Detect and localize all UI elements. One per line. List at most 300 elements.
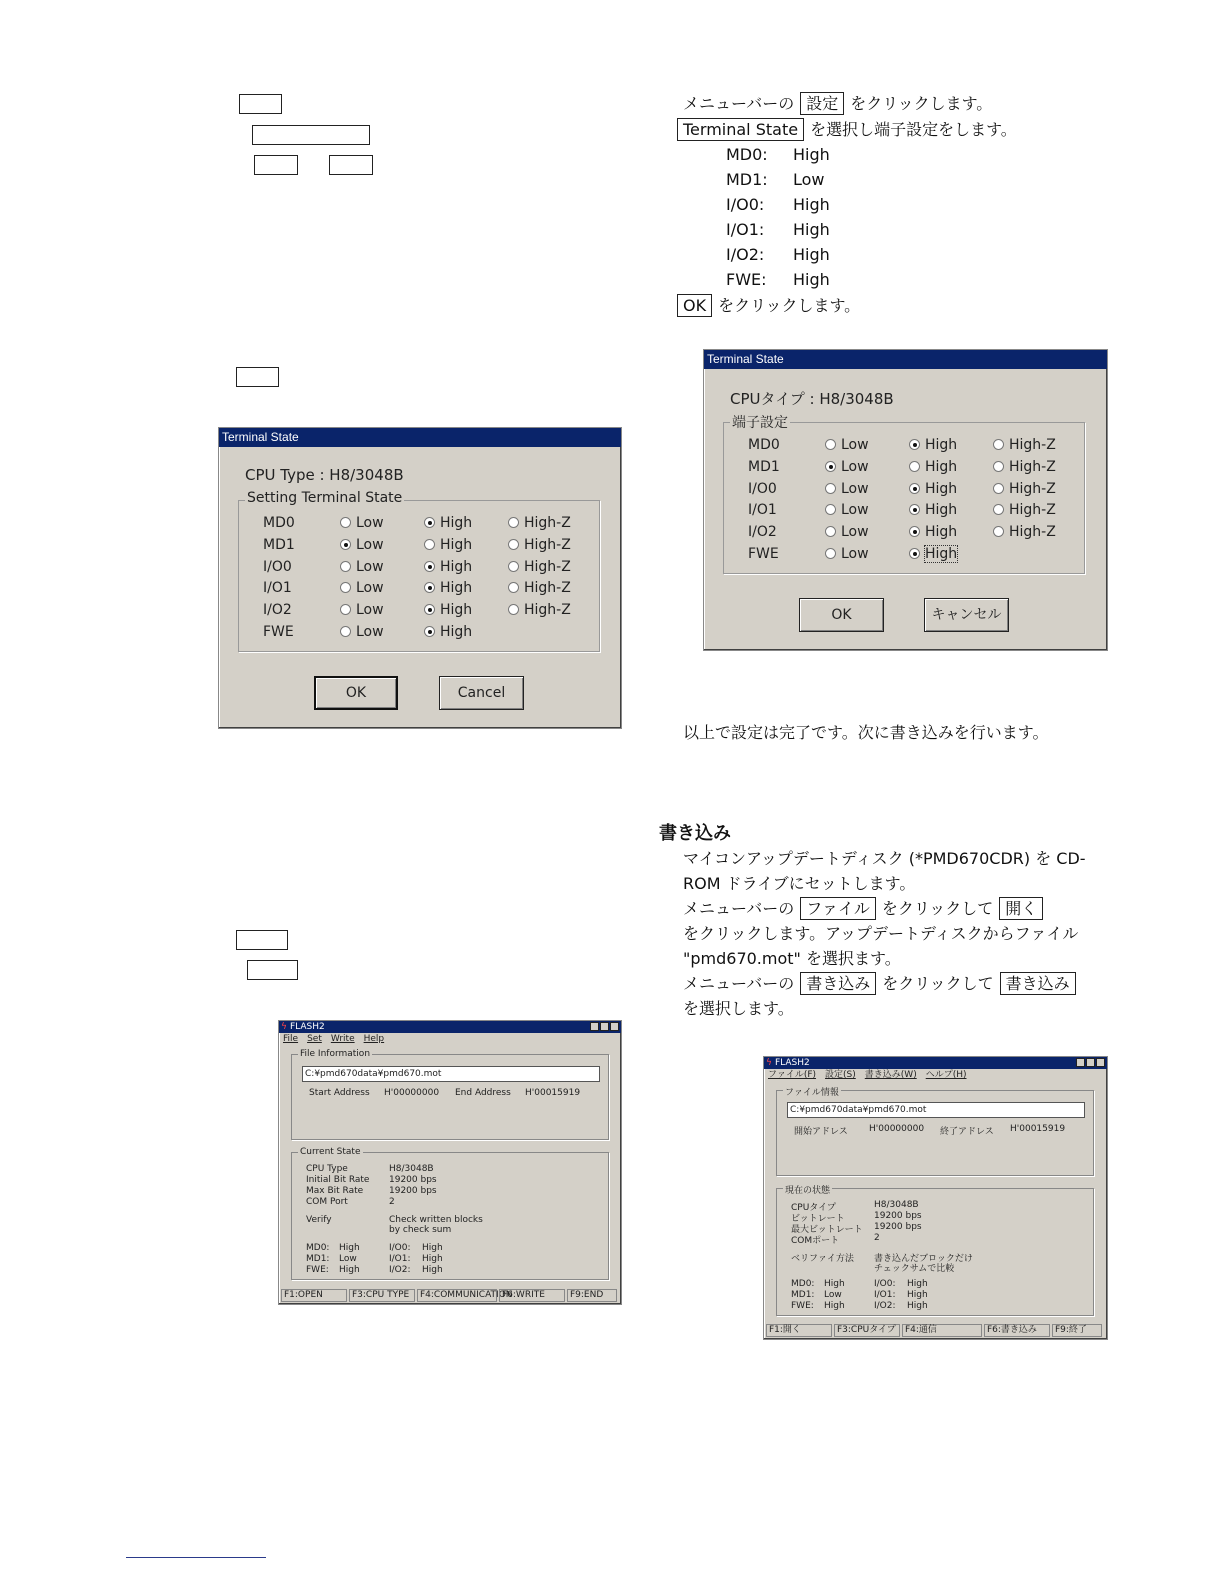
current-state-group [291,1147,609,1280]
option-label: High-Z [1009,437,1056,453]
pin-name: FWE [263,624,294,640]
group-label: 現在の状態 [783,1183,832,1196]
radio-highz[interactable] [508,580,571,596]
menu-bar [764,1069,1107,1081]
dialog-title: Terminal State [219,428,621,447]
radio-icon [909,504,920,515]
radio-low[interactable] [825,524,869,540]
pin-label: MD1: [306,1254,330,1264]
radio-high[interactable] [909,524,957,540]
radio-icon [340,604,351,615]
terminal-row [724,524,1084,545]
start-label: Start Address [309,1088,370,1098]
state-label: Max Bit Rate [306,1186,364,1196]
radio-highz[interactable] [993,437,1056,453]
pin-label: FWE: [306,1265,329,1275]
function-key[interactable]: F4:COMMUNICATION [417,1289,497,1302]
text: をクリックします。 [718,296,861,315]
radio-high[interactable] [424,515,472,531]
blank-label-box [254,155,298,175]
setting-row [726,167,830,192]
instruction-line [677,117,1017,142]
pin-name: MD1 [263,536,295,553]
option-label: High-Z [524,558,571,575]
radio-low[interactable] [340,580,384,596]
option-label: High [440,624,473,640]
pin-name: I/O1 [263,580,292,597]
window-controls [589,1022,619,1035]
verify-value: by check sum [389,1225,452,1235]
pin-value: High [824,1279,845,1289]
radio-icon [508,539,519,550]
radio-high[interactable] [909,481,957,497]
option-label: High [925,502,958,519]
pin-label: I/O0: [726,195,765,214]
cpu-type-label: CPU Type : H8/3048B [245,466,404,484]
function-key[interactable]: F1:OPEN [281,1289,347,1302]
verify-value: チェックサムで比較 [874,1264,955,1274]
radio-icon [340,539,351,550]
terminal-row [724,437,1084,458]
minimize-icon[interactable] [590,1022,599,1031]
ok-button[interactable] [799,598,884,632]
state-label: 最大ビットレート [791,1225,863,1235]
start-value: H'00000000 [384,1088,440,1098]
radio-low[interactable] [340,624,384,640]
menu-item[interactable]: 設定(S) [825,1070,856,1080]
option-label: Low [841,480,869,497]
option-label: Low [356,580,384,597]
pin-value: Low [793,170,825,189]
radio-low[interactable] [340,515,384,531]
write-step: "pmd670.mot" を選択ます。 [683,949,901,968]
pin-label: I/O2: [389,1265,411,1275]
radio-low[interactable] [825,459,869,475]
menu-label-box: Terminal State [677,118,804,141]
radio-high[interactable] [424,580,472,596]
window-controls [1075,1058,1105,1071]
radio-highz[interactable] [508,559,571,575]
cancel-button[interactable] [439,676,524,710]
menu-label-box: ファイル [800,897,876,920]
menu-item[interactable]: ファイル(F) [768,1070,817,1080]
radio-highz[interactable] [993,481,1056,497]
pin-name: FWE [748,546,779,562]
state-value: H8/3048B [389,1164,434,1174]
option-label: High-Z [524,515,571,531]
pin-value: Low [824,1290,842,1300]
write-step [683,971,1082,996]
radio-icon [993,526,1004,537]
setting-row [726,267,830,292]
terminal-row [239,580,599,601]
menu-item[interactable]: ヘルプ(H) [925,1070,967,1080]
cancel-label: キャンセル [931,607,1002,623]
option-label: High [925,480,958,497]
verify-value: Check written blocks [389,1215,483,1225]
pin-label: FWE: [726,270,767,289]
close-icon[interactable] [1096,1058,1105,1067]
title-bar [764,1057,1107,1069]
option-label: High [440,515,473,531]
pin-label: I/O1: [874,1290,896,1300]
write-step: を選択します。 [683,999,794,1018]
pin-value: Low [339,1254,357,1264]
option-label: Low [841,546,869,562]
window-title: FLASH2 [774,1058,810,1068]
radio-icon [825,548,836,559]
pin-label: I/O1: [726,220,765,239]
menu-label-box: 書き込み [1000,972,1076,995]
ok-button[interactable] [314,676,398,710]
menu-item[interactable]: Write [330,1034,355,1044]
radio-icon [424,561,435,572]
option-label: High [440,602,473,619]
function-key[interactable]: F6:WRITE [499,1289,565,1302]
radio-high[interactable] [909,437,957,453]
state-label: COMポート [791,1236,840,1246]
pin-name: MD0 [263,515,295,531]
pin-value: High [422,1243,443,1253]
text: メニューバーの [683,899,795,918]
radio-highz[interactable] [508,515,571,531]
instruction-line [677,293,860,318]
state-value: 19200 bps [389,1186,437,1196]
pin-label: MD0: [791,1279,815,1289]
radio-icon [424,582,435,593]
group-label: ファイル情報 [783,1085,841,1098]
setting-row [726,242,830,267]
end-value: H'00015919 [1010,1124,1066,1134]
file-info-group [291,1049,609,1140]
pin-value: High [907,1290,928,1300]
flash2-window-jp [763,1056,1108,1340]
radio-icon [825,461,836,472]
radio-icon [825,504,836,515]
radio-low[interactable] [825,502,869,518]
cancel-label: Cancel [457,685,506,701]
state-label: CPUタイプ [791,1203,836,1213]
radio-high[interactable] [909,459,957,475]
radio-high[interactable] [424,537,472,553]
terminal-row [239,602,599,623]
option-label: High [440,536,473,553]
state-value: H8/3048B [874,1200,919,1210]
option-label: High [440,558,473,575]
option-label: High-Z [524,536,571,553]
start-label: 開始アドレス [794,1127,848,1137]
group-label: Setting Terminal State [247,490,403,506]
radio-icon [993,483,1004,494]
state-value: 2 [389,1197,395,1207]
state-value: 19200 bps [389,1175,437,1185]
option-label: High-Z [1009,502,1056,519]
setting-row [726,142,830,167]
ok-label: OK [345,685,367,701]
radio-icon [825,483,836,494]
title-bar [279,1021,621,1033]
state-label: CPU Type [306,1164,348,1174]
text: をクリックして [881,899,994,918]
menu-item[interactable]: 書き込み(W) [864,1070,917,1080]
option-label: Low [356,515,384,531]
option-label: High [925,458,958,475]
option-label: Low [356,558,384,575]
option-label: High-Z [524,580,571,597]
function-key[interactable]: F1:開く [766,1324,832,1337]
radio-icon [993,504,1004,515]
settings-list [726,142,830,292]
option-label: High-Z [1009,458,1056,475]
text: をクリックします。 [850,94,993,113]
menu-label-box: 設定 [800,92,844,115]
option-label: High [925,437,958,453]
function-key[interactable]: F9:END [567,1289,617,1302]
radio-icon [424,604,435,615]
pin-label: I/O2: [726,245,765,264]
write-step: マイコンアップデートディスク (*PMD670CDR) を CD- [683,849,1086,868]
ok-label-box: OK [677,294,712,317]
pin-label: MD1: [726,170,768,189]
radio-icon [825,439,836,450]
option-label: Low [841,458,869,475]
end-label: 終了アドレス [940,1127,994,1137]
menu-label-box: 開く [999,897,1043,920]
menu-bar [279,1033,621,1045]
pin-name: I/O0 [748,480,777,497]
radio-icon [424,517,435,528]
setting-row [726,192,830,217]
blank-label-box [239,94,282,114]
status-bar [766,1324,1105,1337]
option-label: Low [356,602,384,619]
radio-icon [340,626,351,637]
pin-label: I/O0: [389,1243,411,1253]
radio-high[interactable] [424,559,472,575]
ok-label: OK [831,607,852,623]
option-label: Low [841,524,869,541]
verify-label: Verify [306,1215,332,1225]
radio-high[interactable] [909,546,957,562]
path-field[interactable]: C:¥pmd670data¥pmd670.mot [302,1066,600,1082]
footer-rule [126,1557,266,1558]
blank-label-box [329,155,373,175]
pin-label: FWE: [791,1301,814,1311]
radio-icon [508,517,519,528]
pin-value: High [793,245,830,264]
radio-icon [909,483,920,494]
function-key[interactable]: F3:CPU TYPE [349,1289,415,1302]
option-label: Low [356,624,384,640]
option-label: High-Z [524,602,571,619]
radio-low[interactable] [825,546,869,562]
pin-value: High [793,195,830,214]
app-icon: ϟ [281,1022,287,1032]
radio-high[interactable] [424,602,472,618]
pin-value: High [793,220,830,239]
pin-value: High [339,1243,360,1253]
completion-text: 以上で設定は完了です。次に書き込みを行います。 [683,723,1049,742]
section-heading: 書き込み [659,823,731,844]
terminal-row [239,559,599,580]
blank-label-box [236,930,288,950]
radio-icon [424,626,435,637]
write-step: をクリックします。アップデートディスクからファイル [683,924,1079,943]
text: メニューバーの [683,94,795,113]
cpu-type-label: CPUタイプ : H8/3048B [730,390,894,408]
radio-high[interactable] [909,502,957,518]
current-state-group [776,1188,1094,1316]
terminal-state-dialog-en [218,427,622,729]
option-label: High [925,524,958,541]
menu-item[interactable]: Help [363,1034,385,1044]
end-label: End Address [455,1088,511,1098]
radio-icon [508,561,519,572]
radio-low[interactable] [825,437,869,453]
radio-low[interactable] [825,481,869,497]
dialog-title: Terminal State [704,350,1107,369]
terminal-state-dialog-jp [703,349,1108,651]
state-value: 2 [874,1233,880,1243]
pin-value: High [793,145,830,164]
write-step: ROM ドライブにセットします。 [683,874,916,893]
pin-value: High [339,1265,360,1275]
radio-icon [909,548,920,559]
group-label: Current State [300,1147,361,1157]
option-label: Low [841,502,869,519]
radio-low[interactable] [340,559,384,575]
terminal-row [239,624,599,645]
maximize-icon[interactable] [1086,1058,1095,1067]
terminal-row [724,459,1084,480]
radio-icon [340,517,351,528]
group-label: 端子設定 [730,412,790,432]
option-label: High [925,546,958,562]
text: をクリックして [882,974,994,993]
radio-icon [993,439,1004,450]
pin-value: High [422,1265,443,1275]
radio-icon [340,561,351,572]
pin-name: I/O1 [748,502,777,519]
terminal-row [724,481,1084,502]
function-key[interactable]: F9:終了 [1052,1324,1102,1337]
pin-label: I/O0: [874,1279,896,1289]
pin-value: High [907,1301,928,1311]
radio-highz[interactable] [993,459,1056,475]
menu-label-box: 書き込み [800,972,876,995]
blank-label-box [236,367,279,387]
menu-item[interactable]: Set [307,1034,322,1044]
radio-icon [424,539,435,550]
radio-high[interactable] [424,624,472,640]
pin-name: MD1 [748,458,780,475]
close-icon[interactable] [610,1022,619,1031]
radio-icon [508,604,519,615]
radio-highz[interactable] [993,524,1056,540]
radio-icon [909,526,920,537]
state-label: ビットレート [791,1214,845,1224]
option-label: High [440,580,473,597]
radio-icon [340,582,351,593]
text: を選択し端子設定をします。 [810,120,1017,139]
start-value: H'00000000 [869,1124,925,1134]
radio-highz[interactable] [508,537,571,553]
terminal-row [724,546,1084,567]
setting-group [238,490,600,652]
state-label: Initial Bit Rate [306,1175,370,1185]
pin-value: High [824,1301,845,1311]
radio-icon [909,439,920,450]
verify-value: 書き込んだブロックだけ [874,1254,973,1264]
file-info-group [776,1090,1094,1176]
function-key[interactable]: F6:書き込み [984,1324,1050,1337]
state-label: COM Port [306,1197,348,1207]
flash2-window-en [278,1020,622,1305]
menu-item[interactable]: File [283,1034,299,1044]
maximize-icon[interactable] [600,1022,609,1031]
setting-group [723,415,1085,574]
pin-label: I/O1: [389,1254,411,1264]
radio-highz[interactable] [508,602,571,618]
terminal-row [724,502,1084,523]
radio-highz[interactable] [993,502,1056,518]
pin-label: MD0: [306,1243,330,1253]
pin-name: MD0 [748,437,780,453]
path-field[interactable]: C:¥pmd670data¥pmd670.mot [787,1102,1085,1118]
minimize-icon[interactable] [1076,1058,1085,1067]
instruction-line [683,91,992,116]
pin-name: I/O2 [748,524,777,541]
terminal-row [239,537,599,558]
terminal-row [239,515,599,536]
pin-label: I/O2: [874,1301,896,1311]
state-value: 19200 bps [874,1222,922,1232]
option-label: Low [841,437,869,453]
verify-label: ベリファイ方法 [791,1254,854,1264]
radio-icon [825,526,836,537]
function-key[interactable]: F3:CPUタイプ [834,1324,900,1337]
window-title: FLASH2 [289,1022,325,1032]
radio-low[interactable] [340,602,384,618]
pin-value: High [422,1254,443,1264]
blank-label-box [247,960,298,980]
text: メニューバーの [683,974,795,993]
pin-label: MD0: [726,145,768,164]
pin-value: High [907,1279,928,1289]
end-value: H'00015919 [525,1088,581,1098]
pin-name: I/O2 [263,602,292,619]
setting-row [726,217,830,242]
radio-icon [993,461,1004,472]
status-bar [281,1289,619,1302]
blank-label-box [252,125,370,145]
function-key[interactable]: F4:通信 [902,1324,982,1337]
app-icon: ϟ [766,1058,772,1068]
state-value: 19200 bps [874,1211,922,1221]
radio-low[interactable] [340,537,384,553]
option-label: High-Z [1009,480,1056,497]
pin-label: MD1: [791,1290,815,1300]
radio-icon [508,582,519,593]
radio-icon [909,461,920,472]
pin-value: High [793,270,830,289]
cancel-button[interactable] [924,598,1009,632]
option-label: Low [356,536,384,553]
pin-name: I/O0 [263,558,292,575]
write-step [683,896,1049,921]
group-label: File Information [300,1049,371,1059]
option-label: High-Z [1009,524,1056,541]
